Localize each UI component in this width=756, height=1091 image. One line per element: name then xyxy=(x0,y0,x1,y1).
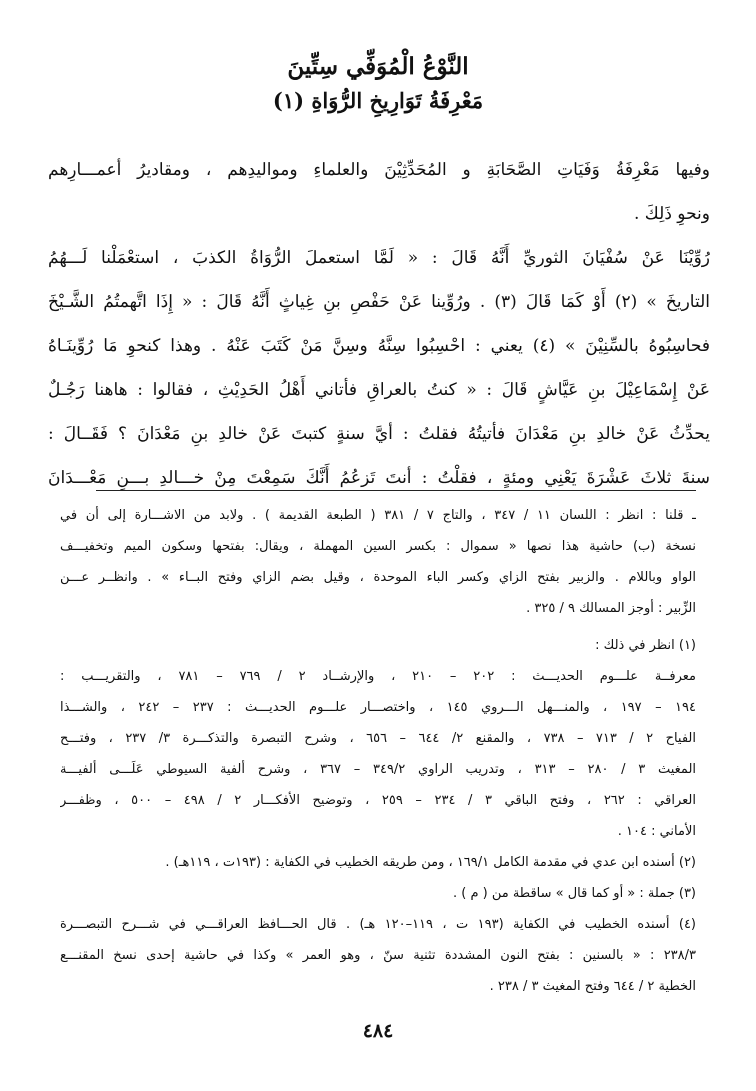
footnote-line: ـ قلنا : انظر : اللسان ١١ / ٣٤٧ ، والتاج ٧ / ٣٨١ ( الطبعة القديمة ) . ولابد من الاشـــارة إلى أن في xyxy=(60,508,696,523)
footnote-line: معرفــة علـــوم الحديـــث : ٢٠٢ – ٢١٠ ، والإرشــاد ٢ / ٧٦٩ – ٧٨١ ، والتقريـــب : xyxy=(60,669,696,684)
footnote-line: (٣) جملة : « أو كما قال » ساقطة من ( م ) . xyxy=(452,886,696,901)
chapter-heading xyxy=(60,50,696,120)
footnote-line: ٢٣٨/٣ : « بالسنين : بفتح النون المشددة تثنية سنّ ، وهو العمر » وكذا في حاشية إحدى نسخ المقنـــع xyxy=(60,948,696,963)
chapter-subtitle: مَعْرِفَةُ تَوَارِيخِ الرُّوَاةِ (١) xyxy=(272,88,484,113)
body-line: يحدِّثُ عَنْ خالدِ بنِ مَعْدَانَ فأتيتُهُ فقلتُ : أيَّ سنةٍ كتبتَ عَنْ خالدِ بنِ مَعْدَانَ ؟ فَقَــالَ : xyxy=(48,424,710,444)
body-line: عَنْ إِسْمَاعِيْلَ بنِ عَيَّاشٍ قَالَ : « كنتُ بالعراقِ فأتاني أَهْلُ الحَدِيْثِ ، فقالوا : هاهنا رَجُـلٌ xyxy=(48,380,710,400)
footnote-line: (١) انظر في ذلك : xyxy=(595,638,696,653)
footnote-1 xyxy=(60,630,696,661)
footnotes xyxy=(60,500,696,1002)
body-line: ونحوِ ذَلِكَ . xyxy=(634,204,710,224)
body-line: وفيها مَعْرِفَةُ وَفَيَاتِ الصَّحَابَةِ و المُحَدِّثِيْنَ والعلماءِ ومواليدِهم ، ومقاديرُ أعمـــارِهم xyxy=(48,160,710,180)
footnote-line: المغيث ٣ / ٢٨٠ – ٣١٣ ، وتدريب الراوي ٣٤٩/٢ – ٣٦٧ ، وشرح ألفية السيوطي عَلَـــى ألفيـــة xyxy=(60,762,696,777)
footnote-continued xyxy=(60,500,696,624)
footnote-line: العراقي : ٢٦٢ ، وفتح الباقي ٣ / ٢٣٤ – ٢٥٩ ، وتوضيح الأفكـــار ٢ / ٤٩٨ – ٥٠٠ ، وظفـــر xyxy=(60,793,696,808)
footnote-3 xyxy=(60,878,696,909)
body-line: فحاسِبُوهُ بالسِّنِيْنَ » (٤) يعني : احْسِبُوا سِنَّهُ وسِنَّ مَنْ كَتَبَ عَنْهُ . وهذا كنحوِ مَا رُوِّينَـاهُ xyxy=(48,336,710,356)
footnote-line: الزِّبير : أوجز المسالك ٩ / ٣٢٥ . xyxy=(526,601,696,616)
footnote-line: الفياح ٢ / ٧١٣ – ٧٣٨ ، والمقنع ٢/ ٦٤٤ – ٦٥٦ ، وشرح التبصرة والتذكـــرة ٣/ ٢٣٧ ، وفتـــح xyxy=(60,731,696,746)
chapter-title: النَّوْعُ الْمُوَفِّي سِتِّينَ xyxy=(287,53,469,80)
page-number: ٤٨٤ xyxy=(362,1020,394,1042)
main-text xyxy=(48,150,710,502)
footnote-line: ١٩٤ – ١٩٧ ، والمنـــهل الـــروي ١٤٥ ، واختصـــار علـــوم الحديـــث : ٢٣٧ – ٢٤٢ ، والشـــذا xyxy=(60,700,696,715)
footnote-2 xyxy=(60,847,696,878)
footnote-1-sources xyxy=(60,661,696,847)
footnote-line: الخطية ٢ / ٦٤٤ وفتح المغيث ٣ / ٢٣٨ . xyxy=(489,979,696,994)
footnote-separator xyxy=(96,490,696,491)
body-line: التاريخَ » (٢) أَوْ كَمَا قَالَ (٣) . ورُوِّينا عَنْ حَفْصِ بنِ غِياثٍ أَنَّهُ قَالَ : « إِذَا اتَّهمتُمُ الشَّـيْخَ xyxy=(48,292,710,312)
footnote-line: الواو وباللام . والزبير بفتح الزاي وكسر الباء الموحدة ، وقيل بضم الزاي وفتح البــاء » . وانظــر عـــن xyxy=(60,570,696,585)
footnote-line: الأماني : ١٠٤ . xyxy=(617,824,696,839)
body-line: رُوِّيْنَا عَنْ سُفْيَانَ الثوريِّ أَنَّهُ قَالَ : « لَمَّا استعملَ الرُّوَاةُ الكذبَ ، استعْمَلْنا لَـــهُمُ xyxy=(48,248,710,268)
footnote-line: نسخة (ب) حاشية هذا نصها « سموال : بكسر السين المهملة ، ويقال: بفتحها وسكون الميم وتخفيـــف xyxy=(60,539,696,554)
footnote-4 xyxy=(60,909,696,1002)
footnote-line: (٢) أسنده ابن عدي في مقدمة الكامل ١٦٩/١ ، ومن طريقه الخطيب في الكفاية : (١٩٣ت ، ١١٩هـ) . xyxy=(165,855,696,870)
body-line: سنةَ ثلاثَ عَشْرَةَ يَعْنِي ومئةٍ ، فقلْتُ : أنتَ تَزعُمُ أَنَّكَ سَمِعْتَ مِنْ خـــالدِ بـــنِ مَعْـــدَانَ xyxy=(48,468,710,488)
footnote-line: (٤) أسنده الخطيب في الكفاية (١٩٣ ت ، ١١٩–١٢٠ هـ) . قال الحـــافظ العراقـــي في شـــرح التبصـــرة xyxy=(60,917,696,932)
